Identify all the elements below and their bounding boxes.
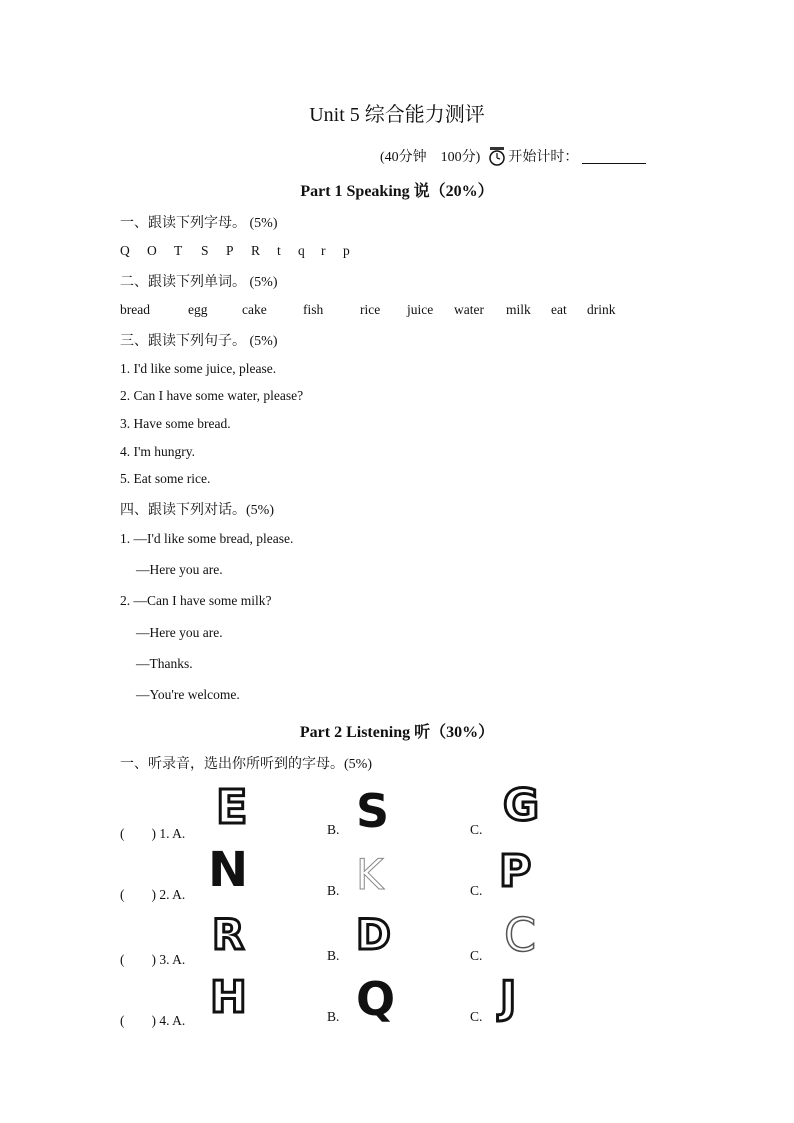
cartoon-letter-image: H [210, 972, 247, 1023]
sentence-item: 3. Have some bread. [120, 416, 231, 431]
letter-item: S [201, 243, 209, 258]
cartoon-letter-image: P [499, 846, 532, 897]
sentence-item: 2. Can I have some water, please? [120, 388, 304, 403]
cartoon-letter-image: C [504, 908, 537, 962]
cartoon-letter-image: G [503, 780, 540, 831]
dialogue-line: —You're welcome. [136, 687, 240, 702]
cartoon-letter-image: E [216, 780, 248, 834]
sentence-item: 4. I'm hungry. [120, 444, 196, 459]
word-item: milk [506, 302, 531, 317]
word-item: egg [188, 302, 208, 317]
word-list [120, 302, 640, 320]
total-score: 100分) [440, 150, 481, 165]
option-c-label: C. [470, 822, 483, 837]
word-item: juice [407, 302, 434, 317]
question-1-label: ( ) 1. A. [120, 826, 186, 841]
question-2-label: ( ) 2. A. [120, 887, 186, 902]
p1-section2-label: 二、跟读下列单词。 (5%) [120, 275, 278, 290]
sentence-item: 1. I'd like some juice, please. [120, 361, 277, 376]
cartoon-letter-image: N [208, 842, 249, 898]
option-c-label: C. [470, 1009, 483, 1024]
start-timer-label: 开始计时： [508, 150, 579, 165]
word-item: drink [587, 302, 616, 317]
p2-section1-label: 一、听录音，选出你所听到的字母。(5%) [120, 757, 372, 772]
p1-section3-label: 三、跟读下列句子。 (5%) [120, 334, 278, 349]
dialogue-line: 1. —I'd like some bread, please. [120, 531, 294, 546]
option-b-label: B. [327, 822, 340, 837]
cartoon-letter-image: Q [356, 972, 396, 1026]
dialogue-line: —Here you are. [136, 562, 223, 577]
letter-list [120, 243, 380, 261]
word-item: eat [551, 302, 567, 317]
word-item: fish [303, 302, 324, 317]
part1-heading: Part 1 Speaking 说（20%） [300, 183, 494, 200]
cartoon-letter-image: J [500, 972, 517, 1023]
cartoon-letter-image: K [356, 850, 384, 899]
letter-item: T [174, 243, 183, 258]
cartoon-letter-image: R [212, 910, 245, 959]
time-limit: (40分钟 [380, 150, 427, 165]
question-3-label: ( ) 3. A. [120, 952, 186, 967]
letter-item: p [343, 243, 350, 258]
letter-item: r [321, 243, 326, 258]
part2-heading: Part 2 Listening 听（30%） [299, 724, 495, 741]
clock-icon [488, 146, 506, 166]
option-c-label: C. [470, 948, 483, 963]
letter-item: t [277, 243, 281, 258]
word-item: rice [360, 302, 381, 317]
dialogue-line: 2. —Can I have some milk? [120, 593, 272, 608]
cartoon-letter-image: D [356, 910, 391, 959]
dialogue-line: —Thanks. [136, 656, 193, 671]
page-title: Unit 5 综合能力测评 [309, 104, 485, 126]
letter-item: q [298, 243, 305, 258]
letter-item: R [251, 243, 261, 258]
option-b-label: B. [327, 883, 340, 898]
exam-meta [380, 146, 646, 166]
word-item: cake [242, 302, 267, 317]
letter-item: Q [120, 243, 130, 258]
option-b-label: B. [327, 1009, 340, 1024]
question-4-label: ( ) 4. A. [120, 1013, 186, 1028]
option-c-label: C. [470, 883, 483, 898]
p1-section4-label: 四、跟读下列对话。(5%) [120, 503, 274, 518]
sentence-item: 5. Eat some rice. [120, 471, 211, 486]
word-item: water [454, 302, 484, 317]
p1-section1-label: 一、跟读下列字母。 (5%) [120, 216, 278, 231]
letter-item: P [226, 243, 234, 258]
option-b-label: B. [327, 948, 340, 963]
letter-item: O [147, 243, 157, 258]
word-item: bread [120, 302, 150, 317]
start-time-blank[interactable] [582, 149, 646, 164]
cartoon-letter-image: S [356, 784, 390, 838]
dialogue-line: —Here you are. [136, 625, 223, 640]
